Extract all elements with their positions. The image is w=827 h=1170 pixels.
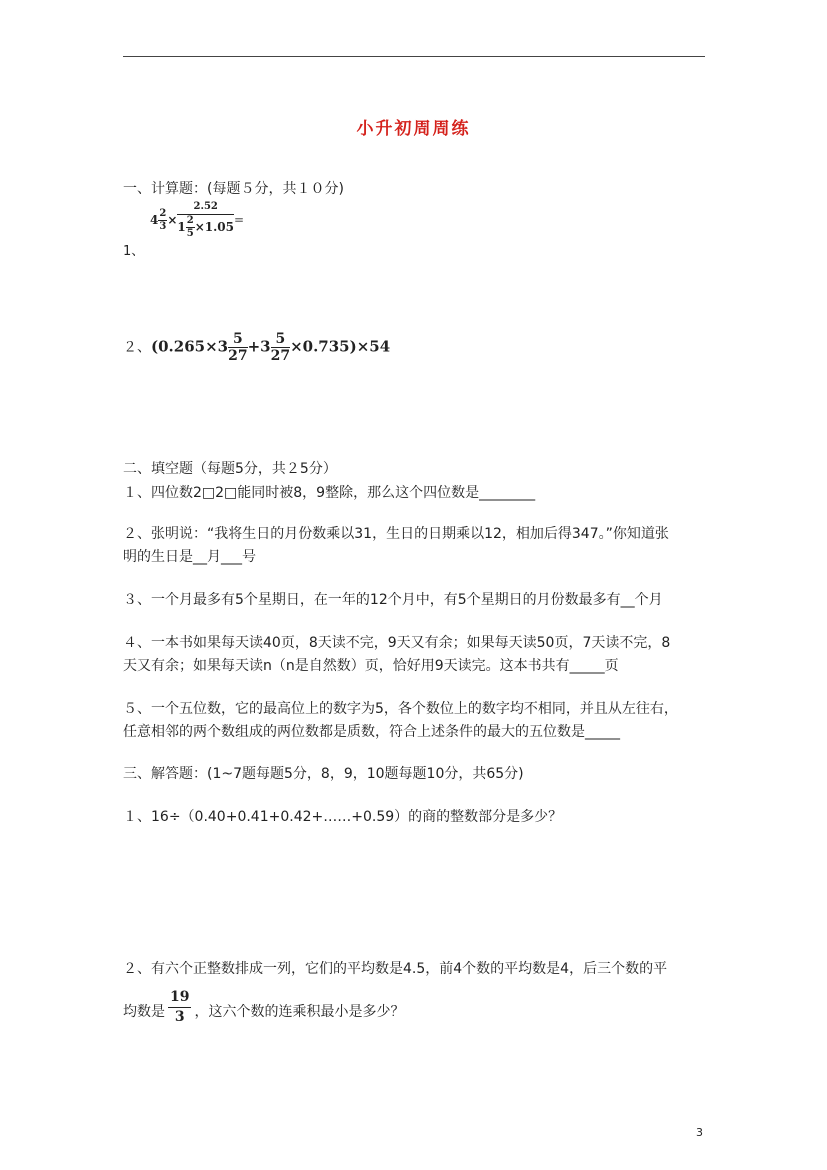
section1-q2-expression: ２、(0.265×3 $\frac{5}{27}$ +3 $\frac{5}{27}$ ×0.735)×54 — [123, 331, 391, 364]
section1-q1-expression — [150, 202, 244, 239]
section2-heading: 二、填空题（每题5分，共２5分） — [123, 461, 337, 477]
q1-fraction-a: $\frac{2}{3}$ — [159, 208, 167, 232]
page-number: 3 — [696, 1126, 703, 1139]
q1-whole-a: 4 — [150, 213, 159, 227]
section3-heading: 三、解答题：(1~7题每题5分，8，9，10题每题10分，共65分) — [123, 766, 524, 782]
q1-main-fraction: 2.52 1 $\frac{2}{5}$ ×1.05 — [177, 201, 234, 239]
page-title: 小升初周周练 — [356, 119, 471, 139]
section2-q4-line1: ４、一本书如果每天读40页，8天读不完，9天又有余；如果每天读50页，7天读不完，8 — [123, 635, 671, 651]
section1-heading: 一、计算题：(每题５分，共１０分) — [123, 181, 344, 197]
q2-number: ２、 — [123, 339, 151, 356]
section2-q3: ３、一个月最多有5个星期日，在一年的12个月中，有5个星期日的月份数最多有__个月 — [123, 592, 663, 608]
section2-q4-line2: 天又有余；如果每天读n（n是自然数）页，恰好用9天读完。这本书共有_____页 — [123, 658, 619, 674]
q1-times: × — [167, 213, 178, 227]
q2-fraction-2: $\frac{5}{27}$ — [270, 331, 291, 364]
section2-q2-line1: ２、张明说：“我将生日的月份数乘以31，生日的日期乘以12，相加后得347。”你知道张 — [123, 526, 669, 542]
q1-fraction-b: $\frac{2}{5}$ — [186, 215, 194, 239]
q1-equals: = — [234, 213, 245, 227]
q2-line2-prefix: 均数是 — [123, 1004, 165, 1020]
section1-q1-number: 1、 — [123, 244, 145, 259]
header-rule — [123, 56, 705, 57]
section2-q5-line2: 任意相邻的两个数组成的两位数都是质数，符合上述条件的最大的五位数是_____ — [123, 724, 620, 740]
q2-line2-suffix: ，这六个数的连乘积最小是多少？ — [194, 1004, 405, 1020]
q2-average-fraction: $\frac{19}{3}$ — [170, 989, 190, 1025]
section2-q5-line1: ５、一个五位数，它的最高位上的数字为5，各个数位上的数字均不相同，并且从左往右， — [123, 701, 678, 717]
section3-q2-line1: ２、有六个正整数排成一列，它们的平均数是4.5，前4个数的平均数是4，后三个数的平 — [123, 961, 668, 977]
section2-q2-line2: 明的生日是__月___号 — [123, 549, 256, 565]
q2-fraction-1: $\frac{5}{27}$ — [228, 331, 248, 364]
section3-q2-line2 — [123, 990, 404, 1024]
section2-q1: １、四位数2□2□能同时被8，9整除，那么这个四位数是________ — [123, 485, 536, 501]
section3-q1: １、16÷（0.40+0.41+0.42+……+0.59）的商的整数部分是多少？ — [123, 809, 563, 825]
